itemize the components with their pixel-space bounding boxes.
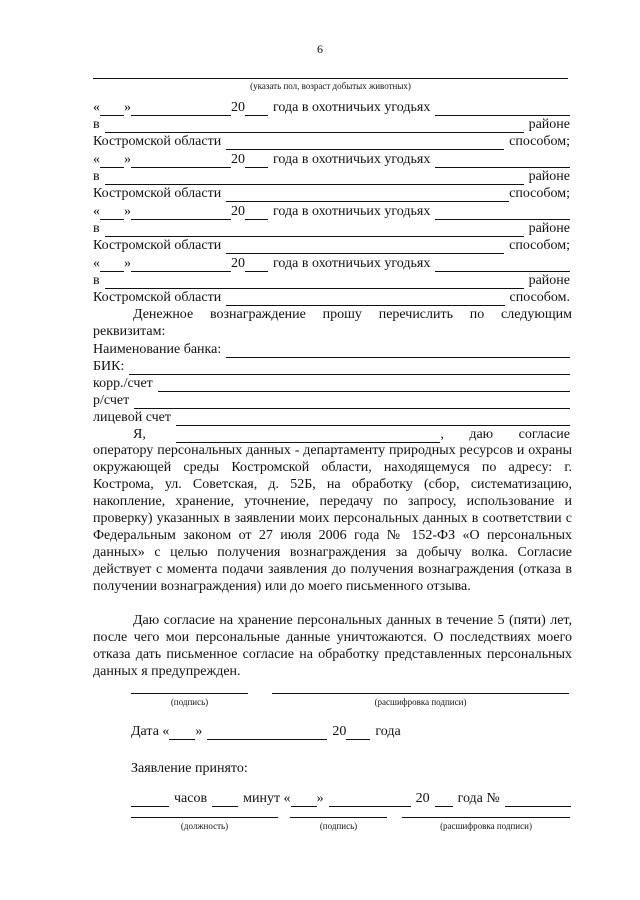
date-day-field[interactable] — [169, 724, 195, 740]
accepted-year-number-label: года № — [457, 791, 500, 806]
hunting-grounds-label: года в охотничьих угодьях — [273, 256, 431, 271]
account-label: р/счет — [93, 393, 130, 408]
year-prefix: 20 — [231, 204, 245, 219]
full-name-field[interactable] — [176, 427, 440, 443]
year-field[interactable] — [245, 100, 268, 116]
in-word: в — [93, 169, 100, 184]
corr-account-label: корр./счет — [93, 376, 153, 391]
district-word: районе — [528, 221, 570, 236]
quote-open: « — [93, 204, 100, 219]
accepted-quote-close: » — [316, 791, 324, 806]
quote-open: « — [93, 152, 100, 167]
agree-word: , даю согласие — [440, 427, 570, 442]
hunt-district-row — [93, 271, 570, 289]
account-field[interactable] — [134, 393, 570, 409]
method-word: способом; — [509, 134, 570, 149]
hunting-grounds-field[interactable] — [435, 100, 570, 116]
date-month-field[interactable] — [207, 724, 327, 740]
district-field[interactable] — [105, 169, 524, 185]
accepted-year-prefix: 20 — [415, 791, 430, 806]
day-field[interactable] — [100, 204, 124, 220]
registration-number-field[interactable] — [505, 791, 571, 807]
hunt-date-row — [93, 254, 570, 272]
day-field[interactable] — [100, 152, 124, 168]
accepted-year-field[interactable] — [435, 791, 453, 807]
method-field[interactable] — [226, 186, 509, 202]
district-field[interactable] — [105, 221, 524, 237]
hunting-grounds-label: года в охотничьих угодьях — [273, 100, 431, 115]
hunting-grounds-label: года в охотничьих угодьях — [273, 204, 431, 219]
year-prefix: 20 — [231, 100, 245, 115]
month-field[interactable] — [131, 152, 231, 168]
accepted-decode-caption: (расшифровка подписи) — [440, 821, 532, 831]
quote-close: » — [124, 100, 131, 115]
minutes-label: минут « — [243, 791, 291, 806]
personal-account-field[interactable] — [176, 410, 570, 426]
year-field[interactable] — [245, 204, 268, 220]
storage-consent: Даю согласие на хранение персональных данных в течение 5 (пяти) лет, после чего мои персональные данные уничтожаются. О последствиях моего отказа дать письменное согласие на обработку представленных персональных данных я предупрежден. — [93, 613, 572, 679]
hunt-date-row — [93, 202, 570, 220]
accepted-month-field[interactable] — [329, 791, 411, 807]
hunt-district-row — [93, 219, 570, 237]
signature-line[interactable] — [131, 693, 248, 694]
date-year-prefix: 20 — [332, 724, 347, 739]
hunt-method-row — [93, 132, 570, 150]
quote-close: » — [124, 204, 131, 219]
reward-intro: Денежное вознаграждение прошу перечислить по следующим реквизитам: — [93, 307, 572, 339]
i-word: Я, — [133, 427, 146, 442]
region-label: Костромской области — [93, 186, 222, 201]
district-field[interactable] — [105, 273, 524, 289]
date-label: Дата « — [131, 724, 170, 739]
district-word: районе — [528, 169, 570, 184]
date-year-field[interactable] — [346, 724, 370, 740]
method-field[interactable] — [226, 134, 504, 150]
account-row — [93, 391, 570, 409]
year-prefix: 20 — [231, 152, 245, 167]
animals-note: (указать пол, возраст добытых животных) — [250, 81, 411, 91]
accepted-label: Заявление принято: — [131, 761, 248, 776]
page-number: 6 — [317, 42, 323, 56]
method-field[interactable] — [226, 238, 504, 254]
hunting-grounds-field[interactable] — [435, 152, 570, 168]
signature-caption: (подпись) — [170, 697, 209, 707]
accepted-day-field[interactable] — [291, 791, 317, 807]
accepted-time-row — [131, 789, 571, 807]
accepted-signature-line[interactable] — [290, 817, 387, 818]
hunting-grounds-field[interactable] — [435, 256, 570, 272]
hunting-grounds-field[interactable] — [435, 204, 570, 220]
hunt-district-row — [93, 167, 570, 185]
hunt-district-row — [93, 115, 570, 133]
quote-open: « — [93, 100, 100, 115]
month-field[interactable] — [131, 204, 231, 220]
accepted-decode-line[interactable] — [402, 817, 570, 818]
day-field[interactable] — [100, 256, 124, 272]
bank-name-field[interactable] — [226, 342, 570, 358]
year-prefix: 20 — [231, 256, 245, 271]
in-word: в — [93, 117, 100, 132]
signature-decode-caption: (расшифровка подписи) — [374, 697, 467, 707]
corr-account-field[interactable] — [158, 376, 570, 392]
bik-field[interactable] — [129, 359, 570, 375]
quote-open: « — [93, 256, 100, 271]
hunt-date-row — [93, 150, 570, 168]
hours-field[interactable] — [131, 791, 169, 807]
personal-account-row — [93, 408, 570, 426]
hunt-method-row — [93, 236, 570, 254]
year-field[interactable] — [245, 256, 268, 272]
date-row — [131, 722, 401, 740]
method-word: способом. — [509, 290, 570, 305]
method-word: способом; — [509, 186, 570, 201]
hunt-method-row — [93, 288, 570, 306]
quote-close: » — [124, 152, 131, 167]
district-field[interactable] — [105, 117, 524, 133]
hunting-grounds-label: года в охотничьих угодьях — [273, 152, 431, 167]
position-caption: (должность) — [180, 821, 229, 831]
district-word: районе — [528, 117, 570, 132]
month-field[interactable] — [131, 256, 231, 272]
year-field[interactable] — [245, 152, 268, 168]
corr-account-row — [93, 374, 570, 392]
quote-close: » — [124, 256, 131, 271]
consent-name-row — [93, 425, 570, 443]
consent-body: оператору персональных данных - департаменту природных ресурсов и охраны окружающей среды Костромской области, находящемуся по адресу: г. Кострома, ул. Советская, д. 52Б, на обработку (сбор, систематизацию, накопление, хранение, уточнение, передачу по запросу, использование и проверку) указанных в заявлении моих персональных данных в соответствии с Федеральным законом от 27 июля 2006 года № 152-ФЗ «О персональных данных» с целью получения вознаграждения за добычу волка. Согласие действует с момента подачи заявления до получения вознаграждения (отказа в получении вознаграждения) или до моего письменного отзыва. — [93, 443, 572, 594]
date-quote-close: » — [195, 724, 203, 739]
region-label: Костромской области — [93, 134, 222, 149]
in-word: в — [93, 221, 100, 236]
hours-label: часов — [174, 791, 208, 806]
position-line[interactable] — [131, 817, 278, 818]
bank-name-row — [93, 340, 570, 358]
region-label: Костромской области — [93, 290, 222, 305]
month-field[interactable] — [131, 100, 231, 116]
hunt-date-row — [93, 98, 570, 116]
accepted-signature-caption: (подпись) — [319, 821, 358, 831]
date-year-label: года — [375, 724, 401, 739]
minutes-field[interactable] — [212, 791, 238, 807]
bik-label: БИК: — [93, 359, 125, 374]
day-field[interactable] — [100, 100, 124, 116]
personal-account-label: лицевой счет — [93, 410, 171, 425]
in-word: в — [93, 273, 100, 288]
method-field[interactable] — [226, 290, 504, 306]
hunt-method-row — [93, 184, 570, 202]
district-word: районе — [528, 273, 570, 288]
signature-decode-line[interactable] — [272, 693, 569, 694]
animals-field-line[interactable] — [93, 78, 568, 79]
region-label: Костромской области — [93, 238, 222, 253]
bik-row — [93, 357, 570, 375]
bank-name-label: Наименование банка: — [93, 342, 222, 357]
method-word: способом; — [509, 238, 570, 253]
